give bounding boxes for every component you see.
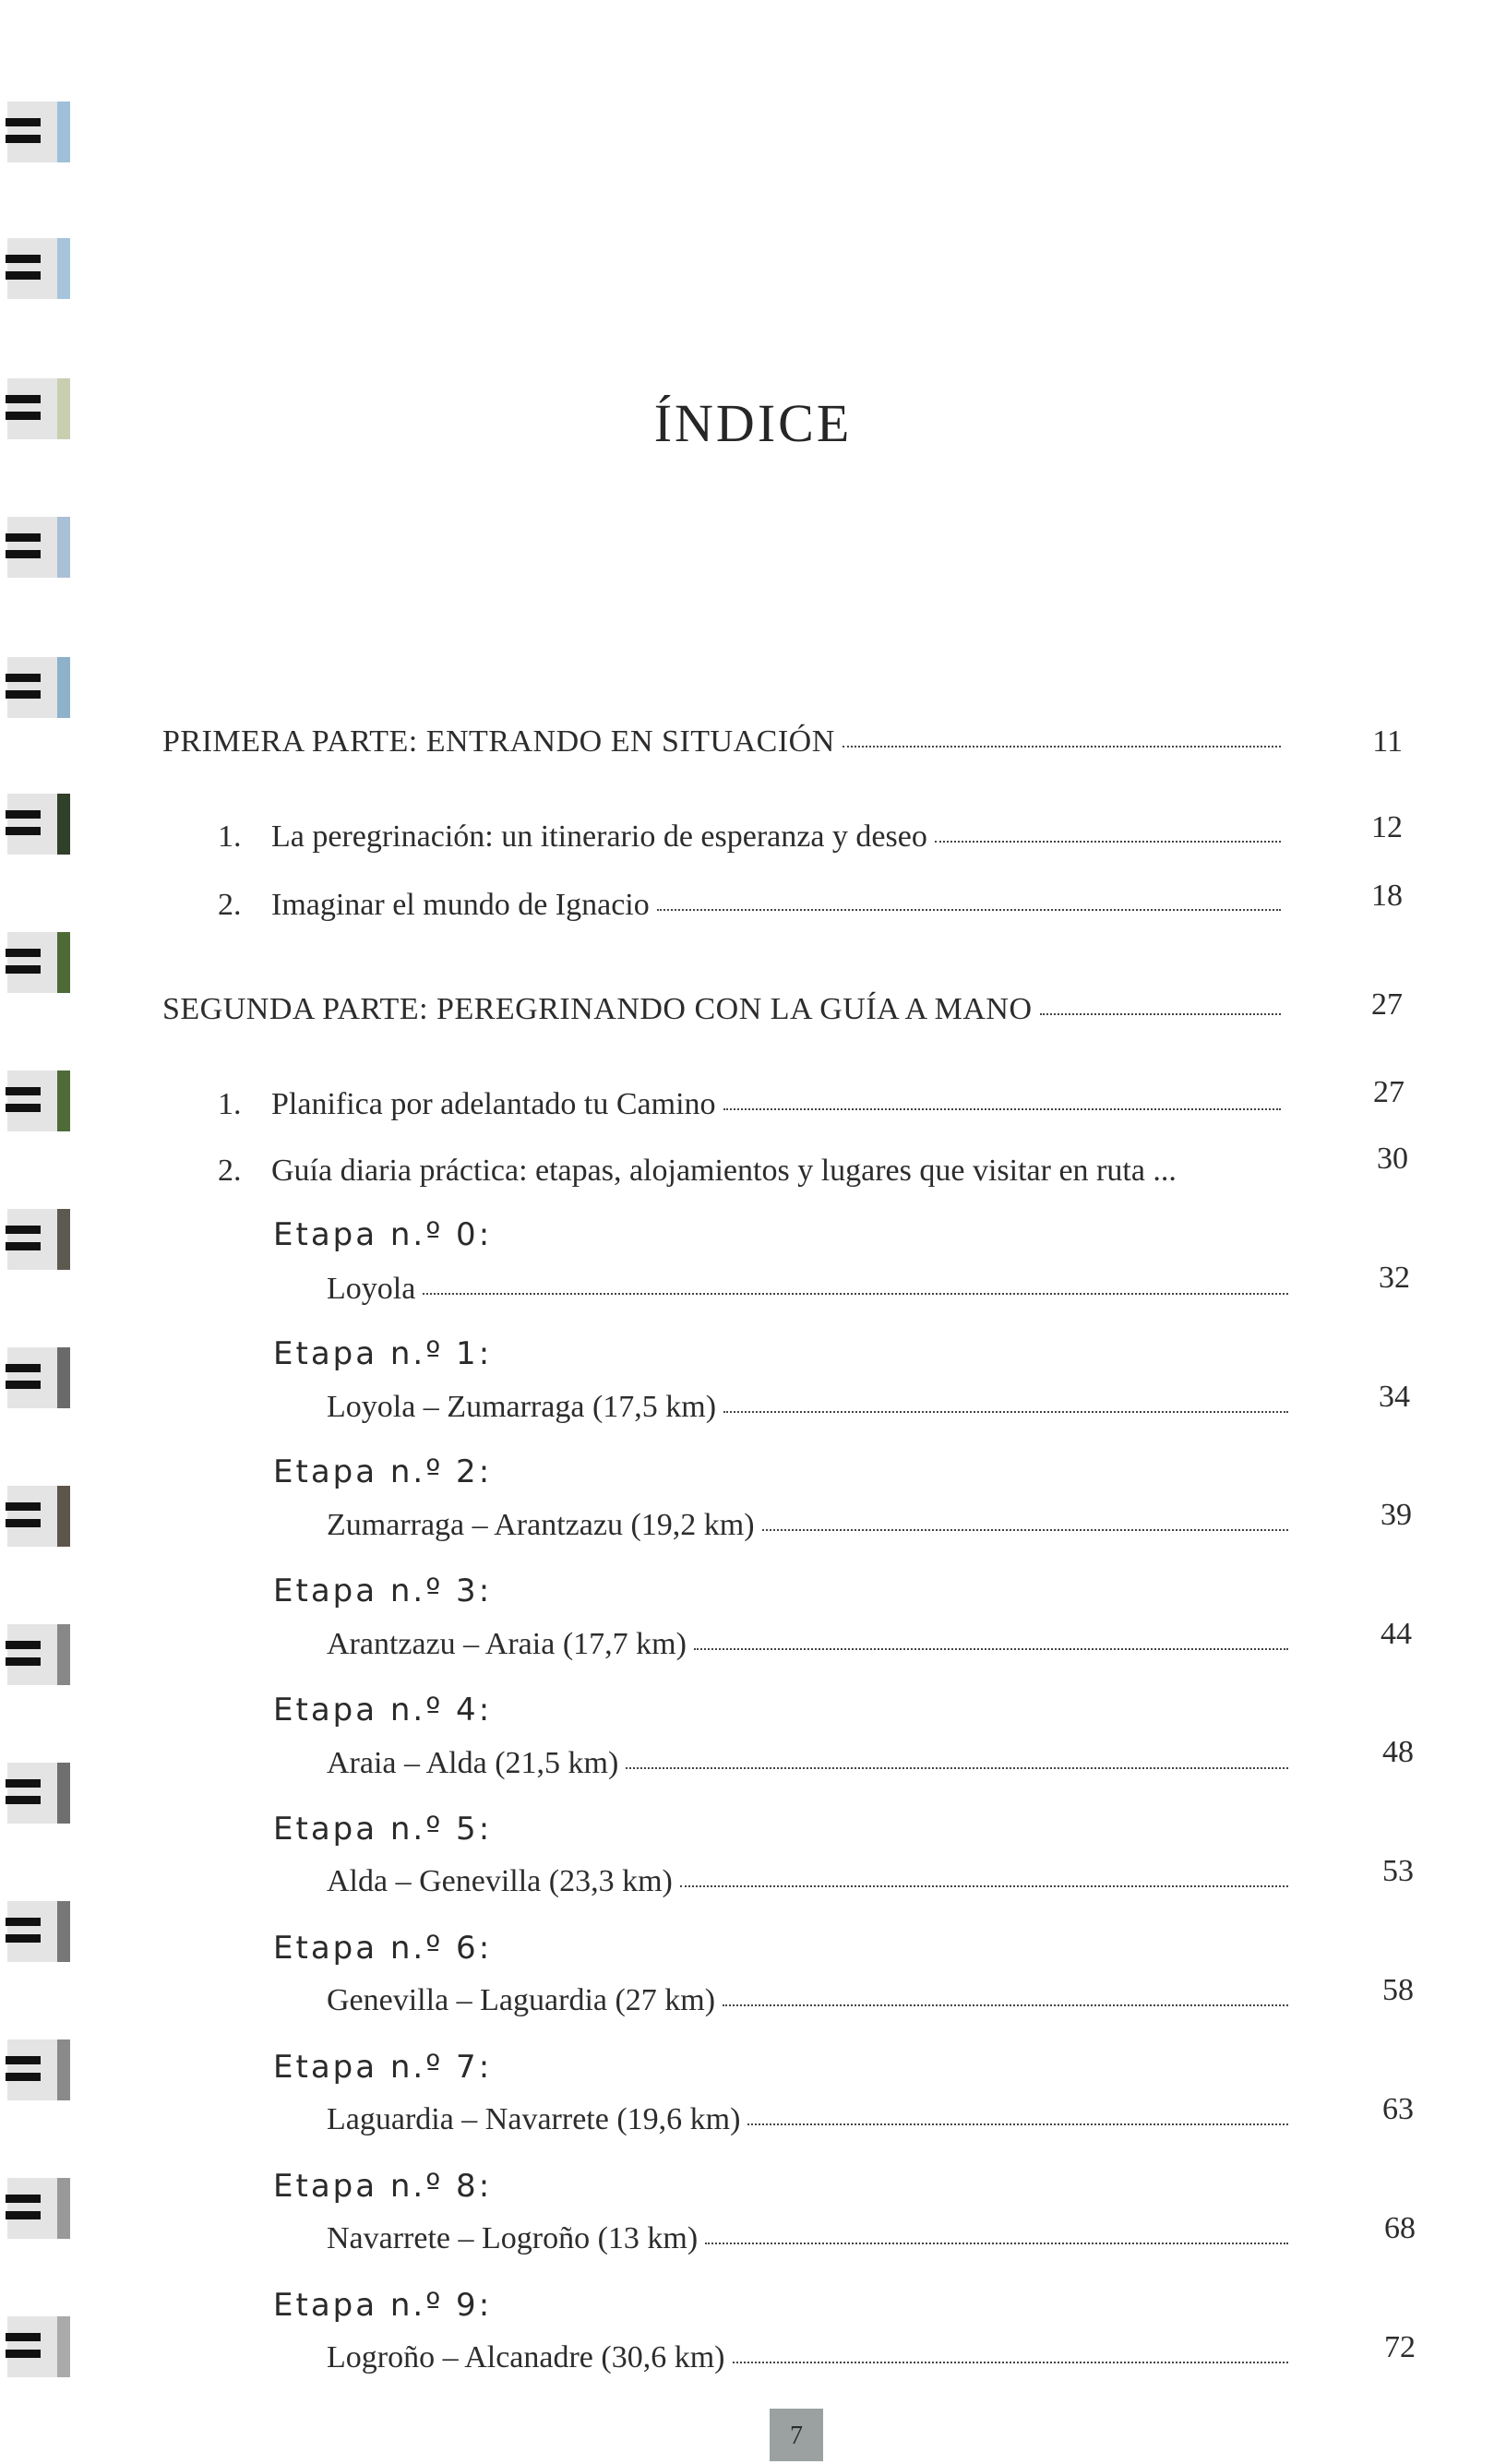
toc-page-number: 32 [1379,1261,1410,1295]
toc-stage[interactable] [327,1746,1296,1781]
toc-stage[interactable] [327,1983,1296,2018]
toc-stage[interactable] [327,1627,1296,1662]
leader-dots [626,1767,1288,1769]
binding-ring [0,1624,66,1685]
chapter-number: 1. [218,819,242,854]
binding-ring [0,2039,66,2100]
leader-dots [762,1529,1288,1531]
chapter-label: Imaginar el mundo de Ignacio [271,888,650,922]
leader-dots [680,1885,1288,1887]
toc-chapter[interactable] [218,1087,1288,1122]
chapter-label: Guía diaria práctica: etapas, alojamientos y lugares que visitar en ruta ... [271,1154,1177,1188]
stage-heading: Etapa n.º 9: [273,2287,493,2324]
toc-page-number: 68 [1384,2211,1416,2245]
toc-page-number: 63 [1382,2092,1414,2126]
toc-page-number: 11 [1372,724,1403,759]
toc-page-number: 53 [1382,1854,1414,1888]
stage-route: Araia – Alda (21,5 km) [327,1746,619,1780]
toc-stage[interactable] [327,1864,1296,1899]
stage-heading: Etapa n.º 3: [273,1573,493,1609]
stage-heading: Etapa n.º 4: [273,1692,493,1728]
binding-ring [0,517,66,578]
stage-route: Zumarraga – Arantzazu (19,2 km) [327,1508,755,1542]
toc-page-number: 27 [1373,1075,1404,1109]
chapter-number: 2. [218,1154,242,1188]
stage-heading: Etapa n.º 6: [273,1930,493,1967]
stage-route: Arantzazu – Araia (17,7 km) [327,1627,687,1661]
toc-page-number: 39 [1380,1498,1412,1532]
leader-dots [723,2004,1288,2006]
leader-dots [657,909,1281,911]
toc-part-label: PRIMERA PARTE: ENTRANDO EN SITUACIÓN [162,724,835,759]
toc-part-label: SEGUNDA PARTE: PEREGRINANDO CON LA GUÍA A MANO [162,992,1033,1026]
toc-part-1[interactable] [162,724,1288,760]
toc-page-number: 18 [1371,879,1403,913]
stage-heading: Etapa n.º 7: [273,2049,493,2086]
binding-ring [0,1347,66,1408]
page-title: ÍNDICE [653,393,853,453]
toc-page-number: 30 [1377,1142,1408,1176]
chapter-label: La peregrinación: un itinerario de esperanza y deseo [271,819,927,854]
toc-stage[interactable] [327,1508,1296,1543]
toc-stage[interactable] [327,1390,1296,1425]
chapter-number: 2. [218,888,242,922]
stage-heading: Etapa n.º 2: [273,1453,493,1490]
binding-ring [0,2316,66,2377]
stage-heading: Etapa n.º 0: [273,1216,493,1253]
stage-route: Alda – Genevilla (23,3 km) [327,1864,673,1898]
binding-ring [0,794,66,855]
binding-ring [0,238,66,299]
binding-ring [0,932,66,993]
leader-dots [705,2243,1288,2244]
toc-stage[interactable] [327,2221,1296,2256]
toc-stage[interactable] [327,1272,1296,1307]
stage-heading: Etapa n.º 5: [273,1811,493,1848]
leader-dots [694,1648,1288,1650]
toc-page-number: 12 [1371,810,1403,844]
toc-page-number: 34 [1379,1380,1410,1414]
leader-dots [423,1293,1288,1295]
toc-page-number: 27 [1371,987,1403,1022]
chapter-label: Planifica por adelantado tu Camino [271,1087,716,1121]
stage-heading: Etapa n.º 1: [273,1335,493,1372]
toc-page-number: 58 [1382,1973,1414,2007]
binding-ring [0,2178,66,2239]
toc-chapter[interactable] [218,888,1288,923]
leader-dots [935,841,1281,843]
leader-dots [733,2362,1289,2363]
binding-ring [0,1763,66,1824]
binding-ring [0,1486,66,1547]
toc-stage[interactable] [327,2102,1296,2137]
stage-route: Logroño – Alcanadre (30,6 km) [327,2340,725,2374]
binding-ring [0,1209,66,1270]
stage-route: Laguardia – Navarrete (19,6 km) [327,2102,741,2136]
leader-dots [723,1108,1281,1110]
leader-dots [843,746,1281,748]
binding-ring [0,657,66,718]
toc-page-number: 48 [1382,1735,1414,1769]
toc-chapter[interactable] [218,819,1288,855]
binding-ring [0,102,66,162]
leader-dots [1040,1013,1281,1015]
toc-part-2[interactable] [162,992,1288,1027]
leader-dots [723,1411,1288,1413]
stage-heading: Etapa n.º 8: [273,2168,493,2205]
stage-route: Navarrete – Logroño (13 km) [327,2221,699,2255]
toc-chapter[interactable] [218,1154,1297,1189]
binding-ring [0,1071,66,1131]
stage-route: Loyola – Zumarraga (17,5 km) [327,1390,717,1424]
toc-page-number: 72 [1384,2330,1416,2364]
toc-stage[interactable] [327,2340,1296,2375]
leader-dots [747,2123,1288,2125]
spiral-binding [0,0,74,2461]
stage-route: Loyola [327,1272,416,1306]
page-number: 7 [770,2409,823,2461]
toc-page-number: 44 [1380,1617,1412,1651]
binding-ring [0,1901,66,1962]
chapter-number: 1. [218,1087,242,1121]
stage-route: Genevilla – Laguardia (27 km) [327,1983,716,2017]
